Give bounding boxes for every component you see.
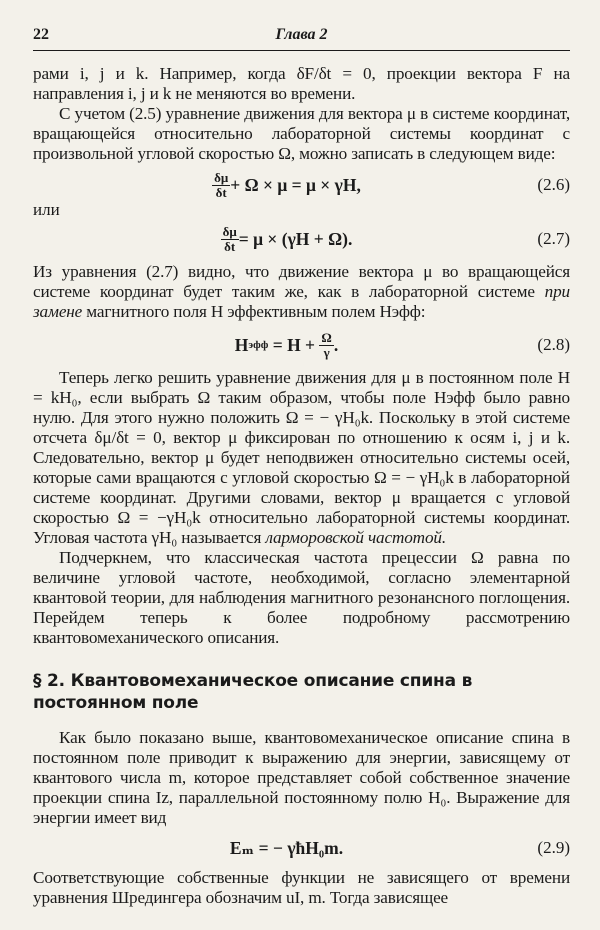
- equation-2-6: $\frac{\delta\mu}{\delta t}$ + Ω × μ = μ × γH, (2.6): [33, 164, 570, 206]
- page-body: [33, 64, 570, 908]
- connector-word: или: [33, 200, 60, 219]
- header-rule: [33, 50, 570, 51]
- page-header: [33, 26, 570, 48]
- paragraph-5: Подчеркнем, что классическая частота прецессии Ω равна по величине угловой частоте, необходимой, согласно элементарной квантовой теории, для наблюдения магнитного резонансного поглощения. Перейдем теперь к более подробному рассмотрению квантовомеханического описания.: [33, 548, 570, 647]
- section-heading: § 2. Квантовомеханическое описание спина в постоянном поле: [33, 671, 473, 713]
- equation-2-9: Eₘ = − γħH₀m. (2.9): [33, 828, 570, 868]
- equation-number: (2.8): [537, 335, 570, 354]
- fraction: $\frac{\delta\mu}{\delta t}$: [222, 223, 237, 254]
- paragraph-2: С учетом (2.5) уравнение движения для вектора μ в системе координат, вращающейся относительно лабораторной системы координат с произвольной угловой скоростью Ω, можно записать в следующем виде:: [33, 104, 570, 163]
- fraction: $\frac{\delta\mu}{\delta t}$: [214, 169, 229, 200]
- paragraph-6: Как было показано выше, квантовомеханическое описание спина в постоянном поле приводит к выражению для энергии, зависящему от квантового числа m, которое представляет собой собственное значение проекции спина Iz, параллельной постоянному полю H₀. Выражение для энергии имеет вид: [33, 728, 570, 827]
- equation-number: (2.6): [537, 175, 570, 194]
- paragraph-7: Соответствующие собственные функции не зависящего от времени уравнения Шредингера обозначим uI, m. Тогда зависящее: [33, 868, 570, 907]
- equation-2-7: $\frac{\delta\mu}{\delta t}$ = μ × (γH + Ω). (2.7): [33, 218, 570, 260]
- chapter-title: Глава 2: [275, 26, 328, 43]
- page-number: 22: [33, 26, 49, 43]
- paragraph-1: рами i, j и k. Например, когда δF/δt = 0, проекции вектора F на направления i, j и k не меняются во времени.: [33, 64, 570, 103]
- equation-number: (2.7): [537, 229, 570, 248]
- paragraph-3: Из уравнения (2.7) видно, что движение вектора μ во вращающейся системе координат будет таким же, как в лабораторной системе при замене магнитного поля H эффективным полем Hэфф:: [33, 262, 570, 321]
- equation-2-8: H эфф = H + $\frac{\Omega}{\gamma}$ . (2.8): [33, 322, 570, 368]
- paragraph-4: Теперь легко решить уравнение движения для μ в постоянном поле H = kH₀, если выбрать Ω таким образом, чтобы поле Hэфф было равно нулю. Для этого нужно положить Ω = − γH₀k. Поскольку в этой системе отсчета δμ/δt = 0, вектор μ фиксирован по отношению к осям i, j и k. Следовательно, вектор μ будет неподвижен относительно системы осей, которые сами вращаются с угловой скоростью Ω = − γH₀k в лабораторной системе координат. Другими словами, вектор μ вращается с угловой скоростью Ω = −γH₀k относительно лабораторной системы координат. Угловая частота γH₀ называется ларморовской частотой.: [33, 368, 570, 547]
- equation-number: (2.9): [537, 838, 570, 857]
- fraction: $\frac{\Omega}{\gamma}$: [321, 329, 332, 360]
